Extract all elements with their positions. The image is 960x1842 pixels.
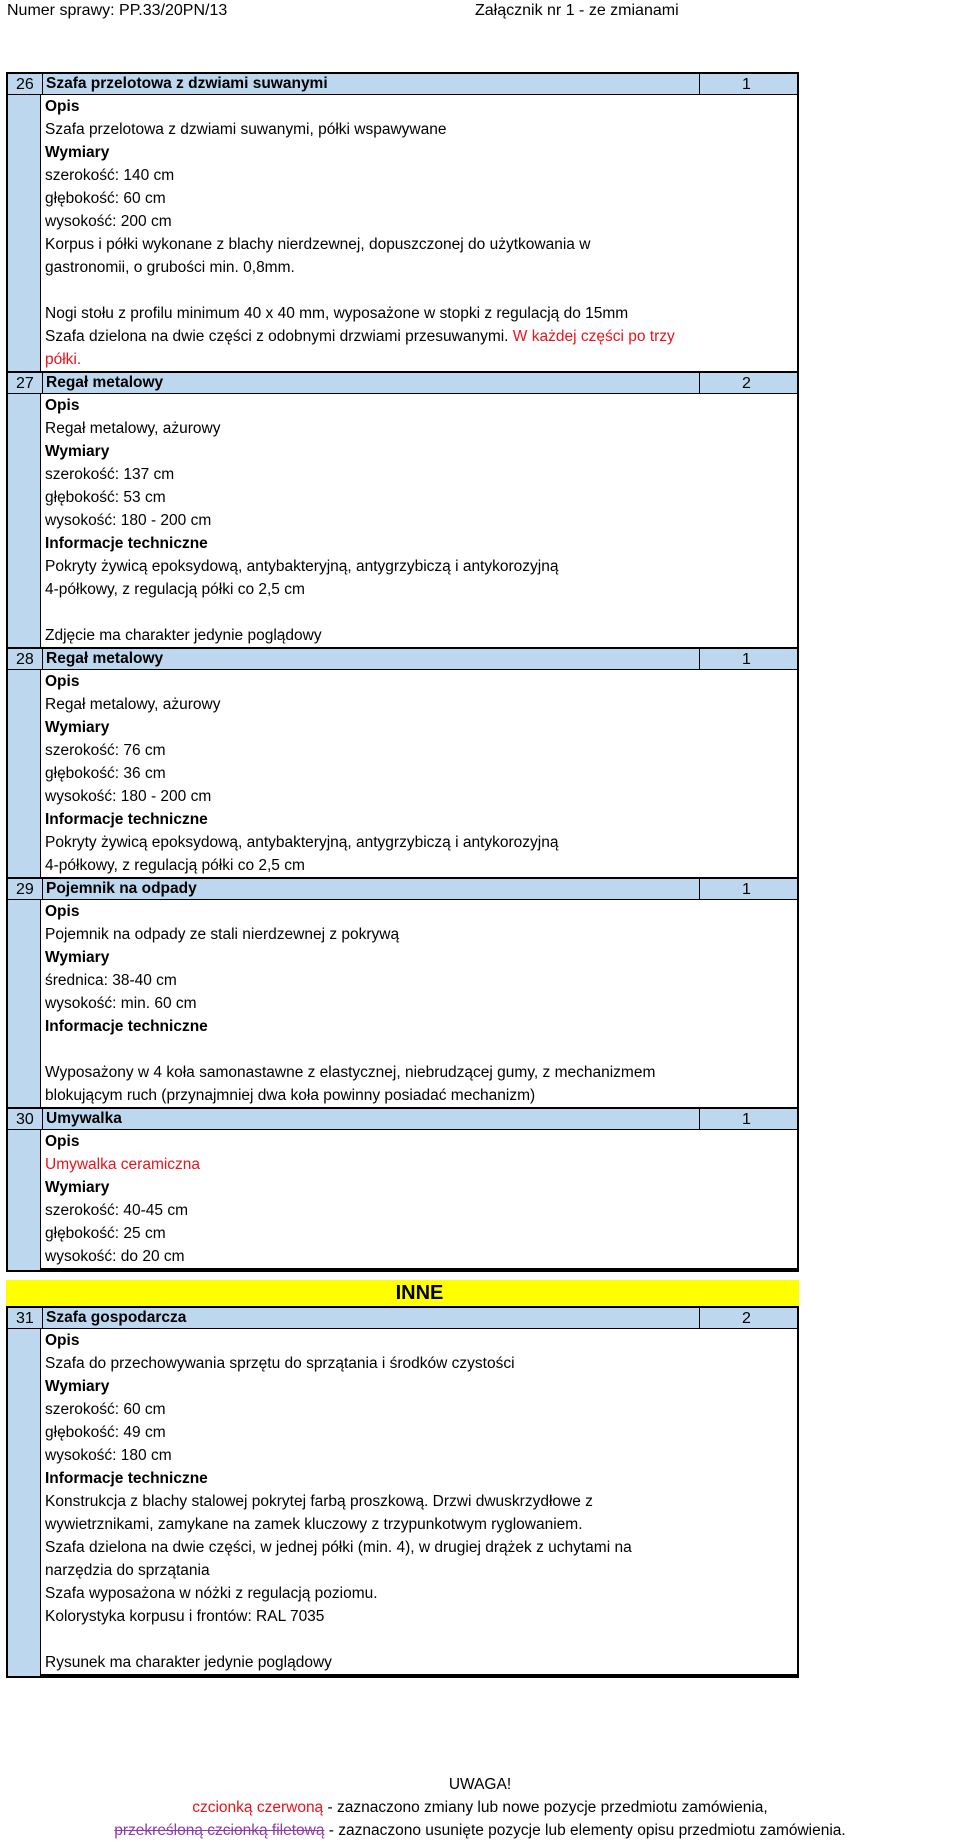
description-line: 4-półkowy, z regulacją półki co 2,5 cm xyxy=(45,581,305,598)
description-line: Informacje techniczne xyxy=(45,1470,208,1487)
item-number: 28 xyxy=(16,651,34,668)
description-line: Wyposażony w 4 koła samonastawne z elastycznej, niebrudzącej gumy, z mechanizmem xyxy=(45,1064,656,1081)
description-line: Szafa do przechowywania sprzętu do sprzątania i środków czystości xyxy=(45,1355,515,1372)
description-line: średnica: 38-40 cm xyxy=(45,972,177,989)
case-number: Numer sprawy: PP.33/20PN/13 xyxy=(7,2,228,19)
description-line: szerokość: 76 cm xyxy=(45,742,166,759)
description-line: Opis xyxy=(45,1133,80,1150)
description-line: szerokość: 137 cm xyxy=(45,466,175,483)
item-description xyxy=(40,670,799,877)
note-line-strike: przekreśloną czcionką filetową - zaznaczono usunięte pozycje lub elementy opisu przedmiotu zamówienia. xyxy=(114,1822,846,1839)
item-30 xyxy=(6,1107,799,1272)
description-line: Informacje techniczne xyxy=(45,1018,208,1035)
item-quantity: 1 xyxy=(742,76,751,93)
description-line: Pojemnik na odpady ze stali nierdzewnej z pokrywą xyxy=(45,926,400,943)
description-line: Wymiary xyxy=(45,1378,110,1395)
item-quantity: 1 xyxy=(742,881,751,898)
item-title-row xyxy=(6,72,799,95)
attachment-title: Załącznik nr 1 - ze zmianami xyxy=(475,2,679,19)
item-quantity: 2 xyxy=(742,375,751,392)
description-line: wysokość: min. 60 cm xyxy=(45,995,197,1012)
description-line: Opis xyxy=(45,397,80,414)
description-line: Pokryty żywicą epoksydową, antybakteryjną, antygrzybiczą i antykorozyjną xyxy=(45,558,559,575)
description-line: Wymiary xyxy=(45,1179,110,1196)
note-block xyxy=(0,1773,960,1842)
description-line: Wymiary xyxy=(45,949,110,966)
description-line: Szafa dzielona na dwie części z odobnymi drzwiami przesuwanymi. W każdej części po trzy xyxy=(45,328,675,345)
item-description xyxy=(40,1130,799,1270)
item-name: Szafa gospodarcza xyxy=(46,1309,187,1326)
item-name: Regał metalowy xyxy=(46,374,164,391)
description-line: wywietrznikami, zamykane na zamek kluczowy z trzypunkotwym ryglowaniem. xyxy=(45,1516,583,1533)
item-description xyxy=(40,95,799,371)
description-line xyxy=(45,279,797,302)
description-line: Szafa dzielona na dwie części, w jednej półki (min. 4), w drugiej drążek z uchytami na xyxy=(45,1539,632,1556)
description-line: Pokryty żywicą epoksydową, antybakteryjną, antygrzybiczą i antykorozyjną xyxy=(45,834,559,851)
item-title-row xyxy=(6,1107,799,1130)
description-line: wysokość: 200 cm xyxy=(45,213,172,230)
description-line: głębokość: 36 cm xyxy=(45,765,166,782)
description-line: Opis xyxy=(45,673,80,690)
description-line: Szafa wyposażona w nóżki z regulacją poziomu. xyxy=(45,1585,378,1602)
item-title-row xyxy=(6,647,799,670)
description-line xyxy=(45,601,797,624)
item-26 xyxy=(6,72,799,371)
items-table xyxy=(6,72,799,1272)
item-number: 30 xyxy=(16,1111,34,1128)
item-quantity: 2 xyxy=(742,1310,751,1327)
description-line: Wymiary xyxy=(45,144,110,161)
note-line-red: czcionką czerwoną - zaznaczono zmiany lub nowe pozycje przedmiotu zamówienia, xyxy=(192,1799,768,1816)
description-line: wysokość: do 20 cm xyxy=(45,1248,185,1265)
description-line: Wymiary xyxy=(45,719,110,736)
items-table-other xyxy=(6,1306,799,1678)
description-line: Zdjęcie ma charakter jedynie poglądowy xyxy=(45,627,322,644)
item-description xyxy=(40,394,799,647)
description-line: wysokość: 180 - 200 cm xyxy=(45,512,212,529)
item-quantity: 1 xyxy=(742,651,751,668)
description-line: wysokość: 180 cm xyxy=(45,1447,172,1464)
item-number: 26 xyxy=(16,76,34,93)
item-description xyxy=(40,1329,799,1676)
description-line: blokującym ruch (przynajmniej dwa koła powinny posiadać mechanizm) xyxy=(45,1087,536,1104)
description-line: głębokość: 25 cm xyxy=(45,1225,166,1242)
description-line: 4-półkowy, z regulacją półki co 2,5 cm xyxy=(45,857,305,874)
description-line: półki. xyxy=(45,351,82,368)
description-line: Szafa przelotowa z dzwiami suwanymi, półki wspawywane xyxy=(45,121,447,138)
description-line: Informacje techniczne xyxy=(45,811,208,828)
description-line: Regał metalowy, ażurowy xyxy=(45,696,221,713)
description-line: Umywalka ceramiczna xyxy=(45,1156,201,1173)
item-31 xyxy=(6,1306,799,1678)
item-number: 27 xyxy=(16,375,34,392)
description-line: Wymiary xyxy=(45,443,110,460)
item-title-row xyxy=(6,371,799,394)
item-27 xyxy=(6,371,799,647)
description-line: Korpus i półki wykonane z blachy nierdzewnej, dopuszczonej do użytkowania w xyxy=(45,236,591,253)
description-line: szerokość: 140 cm xyxy=(45,167,175,184)
item-name: Regał metalowy xyxy=(46,650,164,667)
section-inne: INNE xyxy=(6,1280,799,1306)
description-line: Opis xyxy=(45,903,80,920)
item-title-row xyxy=(6,877,799,900)
description-line: szerokość: 60 cm xyxy=(45,1401,166,1418)
item-number: 31 xyxy=(16,1310,34,1327)
item-29 xyxy=(6,877,799,1107)
description-line: wysokość: 180 - 200 cm xyxy=(45,788,212,805)
description-line: Kolorystyka korpusu i frontów: RAL 7035 xyxy=(45,1608,325,1625)
item-name: Szafa przelotowa z dzwiami suwanymi xyxy=(46,75,328,92)
description-line: narzędzia do sprzątania xyxy=(45,1562,210,1579)
description-line xyxy=(45,1038,797,1061)
description-line: głębokość: 49 cm xyxy=(45,1424,166,1441)
note-title: UWAGA! xyxy=(448,1776,512,1793)
description-line: szerokość: 40-45 cm xyxy=(45,1202,188,1219)
description-line: Nogi stołu z profilu minimum 40 x 40 mm, wyposażone w stopki z regulacją do 15mm xyxy=(45,305,629,322)
item-quantity: 1 xyxy=(742,1111,751,1128)
description-line: Rysunek ma charakter jedynie poglądowy xyxy=(45,1654,332,1671)
item-description xyxy=(40,900,799,1107)
description-line: Regał metalowy, ażurowy xyxy=(45,420,221,437)
item-title-row xyxy=(6,1306,799,1329)
item-name: Pojemnik na odpady xyxy=(46,880,197,897)
item-name: Umywalka xyxy=(46,1110,122,1127)
description-line xyxy=(45,1628,797,1651)
description-line: Konstrukcja z blachy stalowej pokrytej farbą proszkową. Drzwi dwuskrzydłowe z xyxy=(45,1493,593,1510)
description-line: Informacje techniczne xyxy=(45,535,208,552)
description-line: Opis xyxy=(45,98,80,115)
description-line: Opis xyxy=(45,1332,80,1349)
description-line: głębokość: 53 cm xyxy=(45,489,166,506)
item-number: 29 xyxy=(16,881,34,898)
description-line: głębokość: 60 cm xyxy=(45,190,166,207)
item-28 xyxy=(6,647,799,877)
description-line: gastronomii, o grubości min. 0,8mm. xyxy=(45,259,295,276)
